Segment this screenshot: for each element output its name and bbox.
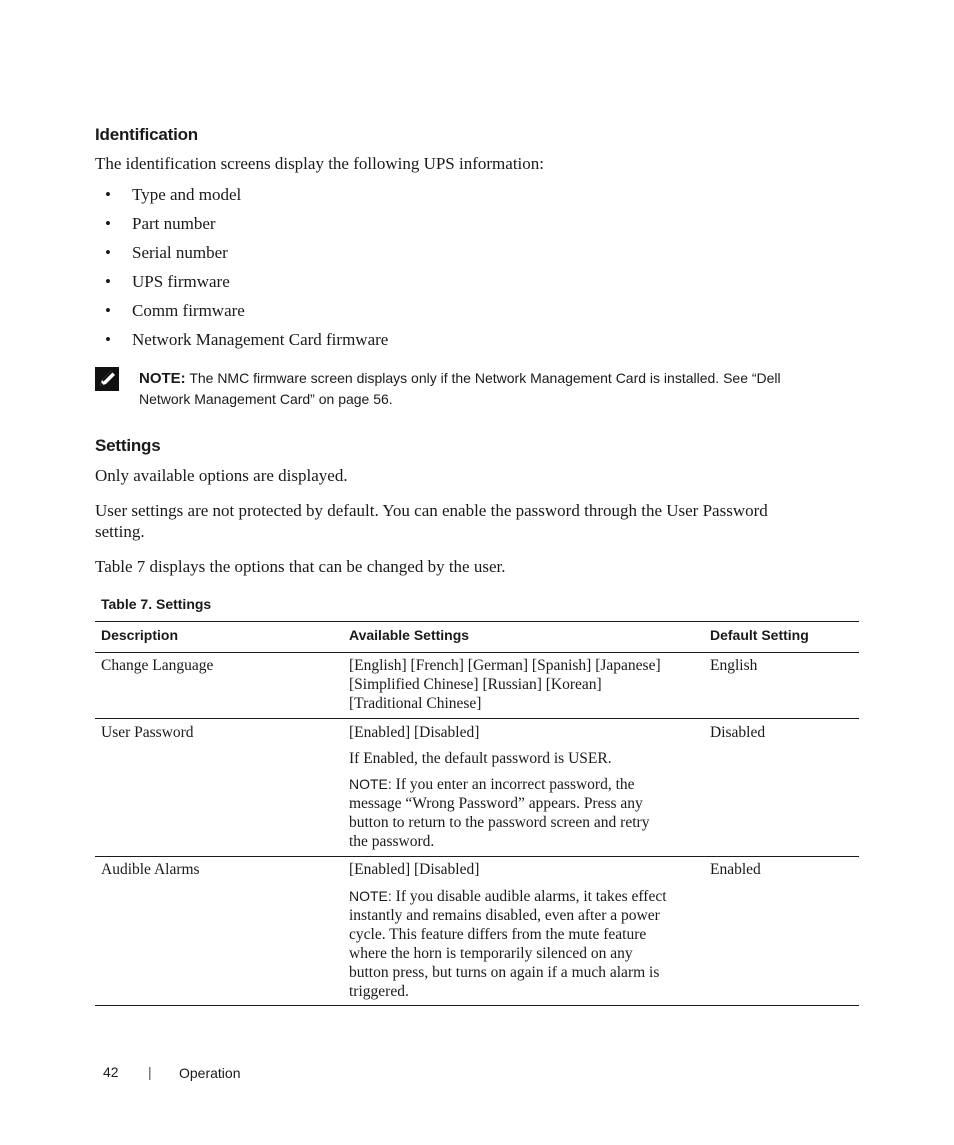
pencil-note-icon <box>95 367 119 391</box>
table-header-rule <box>95 652 859 653</box>
note-text: NOTE: The NMC firmware screen displays only if the Network Management Card is installed. See “Dell Network Management Card” on page 56. <box>139 370 781 407</box>
settings-paragraph-3: Table 7 displays the options that can be changed by the user. <box>95 557 506 576</box>
footer-separator: | <box>148 1064 152 1080</box>
table-row-rule <box>95 856 859 857</box>
list-item: • Comm firmware <box>105 301 245 320</box>
cell-available-settings: [English] [French] [German] [Spanish] [Japanese] [Simplified Chinese] [Russian] [Korean] [Traditional Chinese] <box>349 657 661 712</box>
identification-heading: Identification <box>95 125 198 144</box>
column-header-description: Description <box>101 627 179 643</box>
cell-note-label: NOTE: <box>349 776 392 792</box>
list-item: • Serial number <box>105 243 228 262</box>
cell-available-settings: [Enabled] [Disabled] <box>349 724 480 741</box>
list-item: • UPS firmware <box>105 272 230 291</box>
table-caption: Table 7. Settings <box>101 596 212 612</box>
cell-default-setting: English <box>710 657 758 674</box>
table-row-rule <box>95 718 859 719</box>
footer-section-title: Operation <box>179 1065 241 1081</box>
cell-available-settings: [Enabled] [Disabled] <box>349 861 480 878</box>
cell-default-setting: Disabled <box>710 724 766 741</box>
cell-note-label: NOTE: <box>349 888 392 904</box>
identification-bullet-list <box>95 183 388 357</box>
list-item: • Type and model <box>105 185 242 204</box>
column-header-available-settings: Available Settings <box>349 627 470 643</box>
cell-note: NOTE: If you enter an incorrect password, the message “Wrong Password” appears. Press any button to return to the password screen and retry the password. <box>349 776 650 850</box>
cell-description: User Password <box>101 724 194 741</box>
page-number: 42 <box>103 1064 119 1080</box>
cell-description: Audible Alarms <box>101 861 200 878</box>
table-bottom-rule <box>95 1005 859 1006</box>
list-item: • Part number <box>105 214 216 233</box>
table-top-rule <box>95 621 859 622</box>
identification-intro: The identification screens display the following UPS information: <box>95 154 544 173</box>
cell-description: Change Language <box>101 657 214 674</box>
settings-paragraph-2: User settings are not protected by default. You can enable the password through the User Password setting. <box>95 501 768 541</box>
settings-heading: Settings <box>95 436 161 455</box>
list-item: • Network Management Card firmware <box>105 330 389 349</box>
settings-paragraph-1: Only available options are displayed. <box>95 466 348 485</box>
column-header-default-setting: Default Setting <box>710 627 809 643</box>
cell-note: NOTE: If you disable audible alarms, it takes effect instantly and remains disabled, even after a power cycle. This feature differs from the mute feature where the horn is temporarily silenced on any button press, but turns on again if a much alarm is triggered. <box>349 888 667 1000</box>
cell-extra-info: If Enabled, the default password is USER. <box>349 750 612 767</box>
cell-default-setting: Enabled <box>710 861 761 878</box>
note-label: NOTE: <box>139 370 186 387</box>
